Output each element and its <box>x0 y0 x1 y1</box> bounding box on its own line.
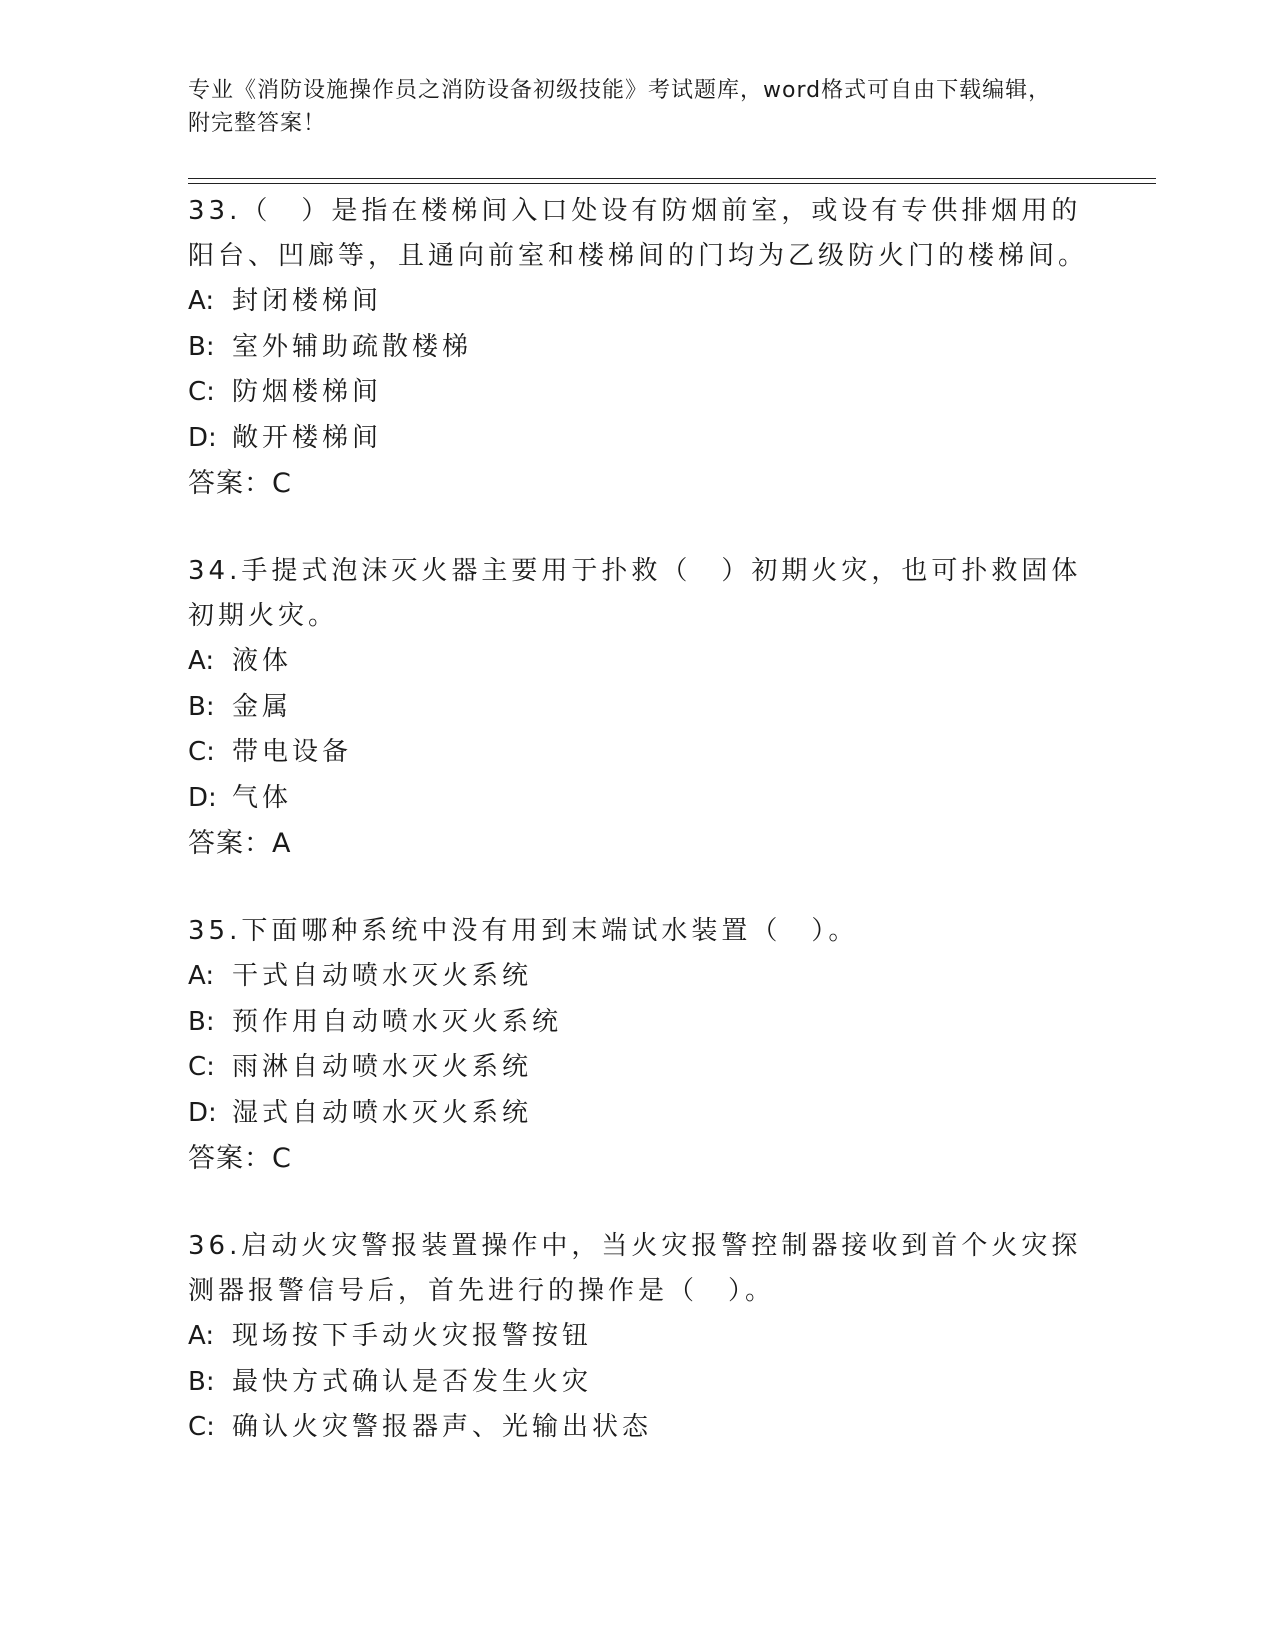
option-letter: A: <box>188 646 215 676</box>
question-text: 36.启动火灾警报装置操作中，当火灾报警控制器接收到首个火灾探测器报警信号后，首先进行的操作是（ ）。 <box>188 1231 1082 1306</box>
question-list <box>188 189 1088 1493</box>
option-text: 敞开楼梯间 <box>232 422 383 453</box>
option-a <box>188 639 1088 685</box>
option-letter: A: <box>188 286 215 316</box>
option-d <box>188 776 1088 822</box>
option-c <box>188 370 1088 416</box>
option-letter: C: <box>188 1052 215 1082</box>
option-text: 防烟楼梯间 <box>232 377 383 407</box>
option-b <box>188 1000 1088 1046</box>
option-letter: C: <box>188 377 215 407</box>
option-text: 气体 <box>232 782 293 813</box>
answer-line: 答案：A <box>188 828 292 859</box>
option-c <box>188 1405 1088 1451</box>
question-text: 33.（ ）是指在楼梯间入口处设有防烟前室，或设有专供排烟用的阳台、凹廊等，且通向前室和楼梯间的门均为乙级防火门的楼梯间。 <box>188 196 1089 271</box>
option-text: 封闭楼梯间 <box>232 286 383 316</box>
option-c <box>188 730 1088 776</box>
option-letter: B: <box>188 1006 215 1037</box>
option-a <box>188 279 1088 325</box>
question-35 <box>188 909 1088 1182</box>
option-text: 带电设备 <box>232 737 353 767</box>
option-letter: D: <box>188 782 217 813</box>
option-text: 现场按下手动火灾报警按钮 <box>232 1321 593 1351</box>
option-letter: B: <box>188 691 215 722</box>
option-text: 确认火灾警报器声、光输出状态 <box>232 1412 653 1442</box>
option-text: 干式自动喷水灭火系统 <box>232 961 533 991</box>
option-letter: D: <box>188 422 217 453</box>
document-header: 专业《消防设施操作员之消防设备初级技能》考试题库，word格式可自由下载编辑，附完整答案！ <box>188 78 1052 136</box>
option-letter: B: <box>188 331 215 362</box>
question-33 <box>188 189 1088 507</box>
option-text: 湿式自动喷水灭火系统 <box>232 1097 533 1128</box>
option-a <box>188 954 1088 1000</box>
option-d <box>188 416 1088 462</box>
option-letter: C: <box>188 1412 215 1442</box>
option-text: 室外辅助疏散楼梯 <box>232 331 473 362</box>
option-text: 液体 <box>232 646 293 676</box>
option-letter: A: <box>188 961 215 991</box>
option-text: 雨淋自动喷水灭火系统 <box>232 1052 533 1082</box>
option-b <box>188 685 1088 731</box>
answer-line: 答案：C <box>188 1143 292 1174</box>
question-34 <box>188 549 1088 867</box>
option-d <box>188 1091 1088 1137</box>
option-text: 预作用自动喷水灭火系统 <box>232 1006 563 1037</box>
header-rule-bottom <box>188 183 1156 184</box>
question-36 <box>188 1224 1088 1451</box>
option-a <box>188 1314 1088 1360</box>
option-letter: D: <box>188 1097 217 1128</box>
answer-line: 答案：C <box>188 468 292 499</box>
question-text: 34.手提式泡沫灭火器主要用于扑救（ ）初期火灾，也可扑救固体初期火灾。 <box>188 556 1082 631</box>
header-rule-top <box>188 178 1156 179</box>
option-letter: C: <box>188 737 215 767</box>
option-b <box>188 325 1088 371</box>
option-text: 最快方式确认是否发生火灾 <box>232 1366 593 1397</box>
question-text: 35.下面哪种系统中没有用到末端试水装置（ ）。 <box>188 916 859 946</box>
option-b <box>188 1360 1088 1406</box>
option-text: 金属 <box>232 691 293 722</box>
option-letter: B: <box>188 1366 215 1397</box>
option-c <box>188 1045 1088 1091</box>
option-letter: A: <box>188 1321 215 1351</box>
